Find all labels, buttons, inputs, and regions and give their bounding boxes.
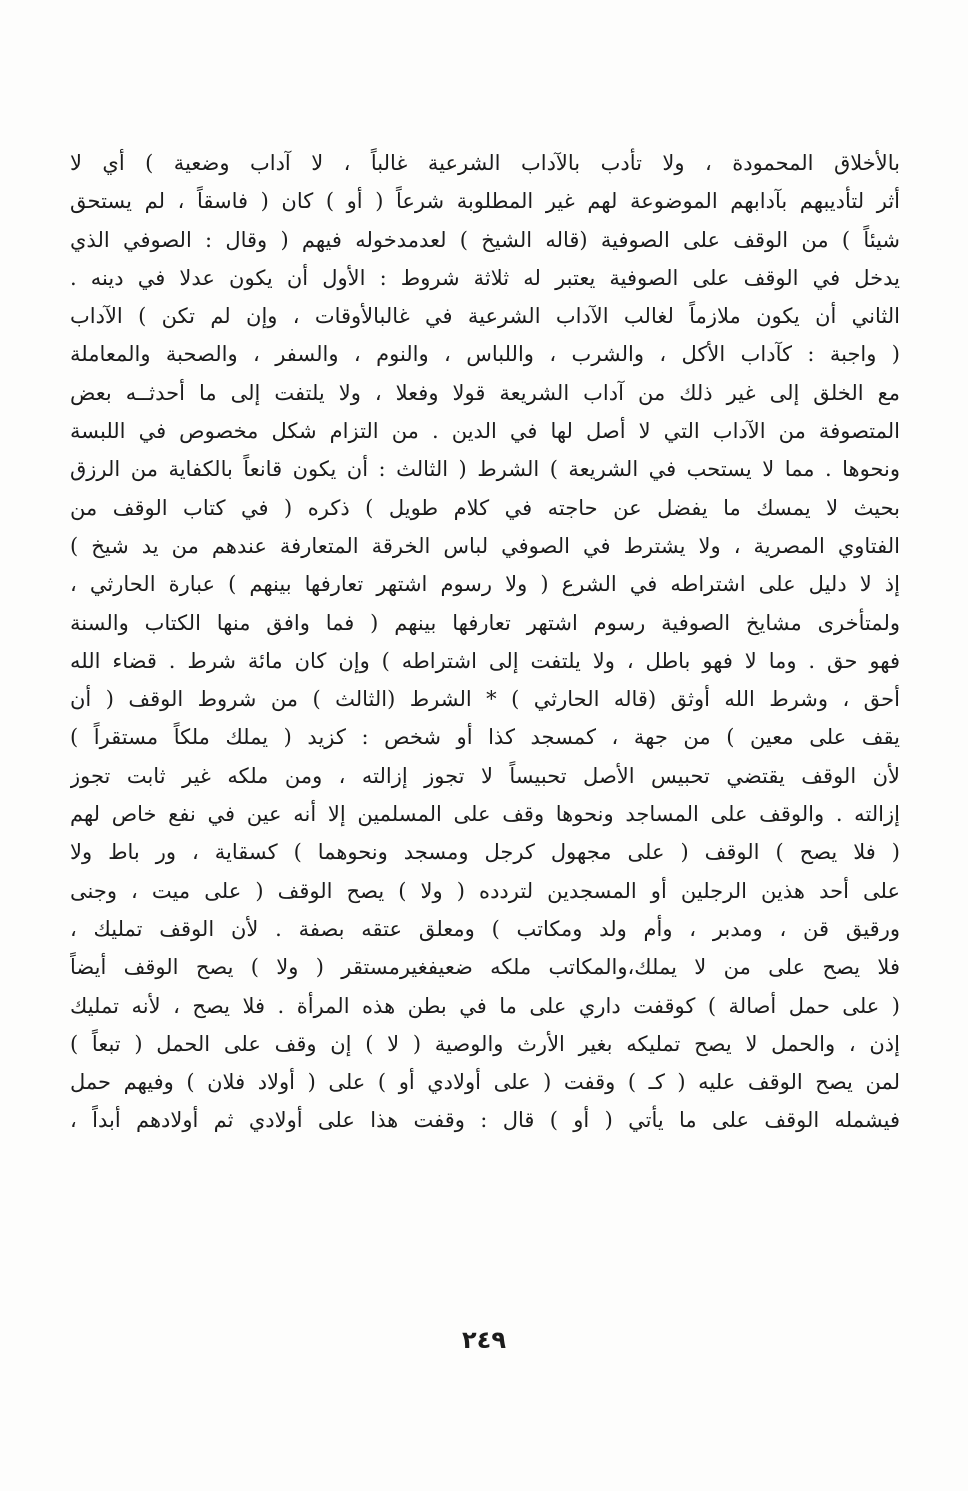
text-line: ( فلا يصح ) الوقف ( على مجهول كرجل ومسجد ونحوهما ) كسقاية ، ور باط ولا xyxy=(70,840,900,865)
text-line: أحق ، وشرط الله أوثق (قاله الحارثي ) * الشرط (الثالث ) من شروط الوقف ( أن xyxy=(70,687,900,712)
text-line: فيشمله الوقف على ما يأتي ( أو ) قال : وقفت هذا على أولادي ثم أولادهم أبداً ، xyxy=(70,1108,900,1133)
text-line: إزالته . والوقف على المساجد ونحوها وقف على المسلمين إلا أنه عين في نفع خاص لهم xyxy=(70,802,900,827)
body-text xyxy=(70,144,900,1140)
text-line: لأن الوقف يقتضي تحبيس الأصل تحبيساً لا تجوز إزالته ، ومن ملكه غير ثابت تجوز xyxy=(70,763,900,788)
text-line: الثاني أن يكون ملازماً لغالب الآداب الشرعية في غالبالأوقات ، وإن لم تكن ) الآداب xyxy=(70,304,900,329)
text-line: ولمتأخرى مشايخ الصوفية رسوم اشتهر تعارفها بينهم ( فما وافق منها الكتاب والسنة xyxy=(70,610,900,635)
text-line: ونحوها . مما لا يستحب في الشريعة ) الشرط ( الثالث : أن يكون قانعاً بالكفاية من الرزق xyxy=(70,457,900,482)
text-line: بالأخلاق المحمودة ، ولا تأدب بالآداب الشرعية غالباً ، لا آداب وضعية ) أي لا xyxy=(70,151,900,175)
text-line: إذ لا دليل على اشتراطه في الشرع ( ولا رسوم اشتهر تعارفها بينهم ) عبارة الحارثي ، xyxy=(70,572,900,597)
text-line: ( على حمل أصالة ) كوقفت داري على ما في بطن هذه المرأة . فلا يصح ، لأنه تمليك xyxy=(70,993,900,1018)
text-line: إذن ، والحمل لا يصح تمليكه بغير الأرث والوصية ( لا ) إن وقف على الحمل ( تبعاً ) xyxy=(70,1031,900,1056)
text-line: ( واجبة : كآداب الأكل ، والشرب ، واللباس ، والنوم ، والسفر ، والصحبة والمعاملة xyxy=(70,342,900,367)
text-line: على أحد هذين الرجلين أو المسجدين لتردده ( ولا ) يصح الوقف ( على ميت ، وجنى xyxy=(70,878,900,903)
text-line: بحيث لا يمسك ما يفضل عن حاجته في كلام طويل ) ذكره ( في كتاب الوقف من xyxy=(70,495,900,520)
text-line: فهو حق . وما لا فهو باطل ، ولا يلتفت إلى اشتراطه ) وإن كان مائة شرط . قضاء الله xyxy=(70,648,900,673)
text-line: يقف على معين ) من جهة ، كمسجد كذا أو شخص : كزيد ( يملك ملكاً مستقراً ) xyxy=(70,725,900,750)
page-number: ٢٤٩ xyxy=(462,1326,506,1354)
text-line: الفتاوي المصرية ، ولا يشترط في الصوفي لباس الخرقة المتعارفة عندهم من يد شيخ ) xyxy=(70,533,900,558)
text-line: المتصوفة من الآداب التي لا أصل لها في الدين . من التزام شكل مخصوص في اللبسة xyxy=(70,419,900,444)
text-line: أثر لتأديبهم بآدابهم الموضوعة لهم غير المطلوبة شرعاً ( أو ) كان ( فاسقاً ، لم يستحق xyxy=(70,189,900,214)
text-line: مع الخلق إلى غير ذلك من آداب الشريعة قولا وفعلا ، ولا يلتفت إلى ما أحدثــه بعض xyxy=(70,380,900,405)
text-line: شيئاً ) من الوقف على الصوفية (قاله الشيخ ) لعدمدخوله فيهم ( وقال : الصوفي الذي xyxy=(70,227,900,252)
text-line: ورقيق قن ، ومدبر ، وأم ولد ومكاتب ) ومعلق عتقه بصفة . لأن الوقف تمليك ، xyxy=(70,916,900,941)
text-line: لمن يصح الوقف عليه ( كـ ) وقفت ( على أولادي أو ) على ( أولاد فلان ) وفيهم حمل xyxy=(70,1070,900,1095)
text-line: فلا يصح على من لا يملك،والمكاتب ملكه ضعيفغيرمستقر ( ولا ) يصح الوقف أيضاً xyxy=(70,955,900,980)
text-line: يدخل في الوقف على الصوفية يعتبر له ثلاثة شروط : الأول أن يكون عدلا في دينه . xyxy=(70,265,900,290)
